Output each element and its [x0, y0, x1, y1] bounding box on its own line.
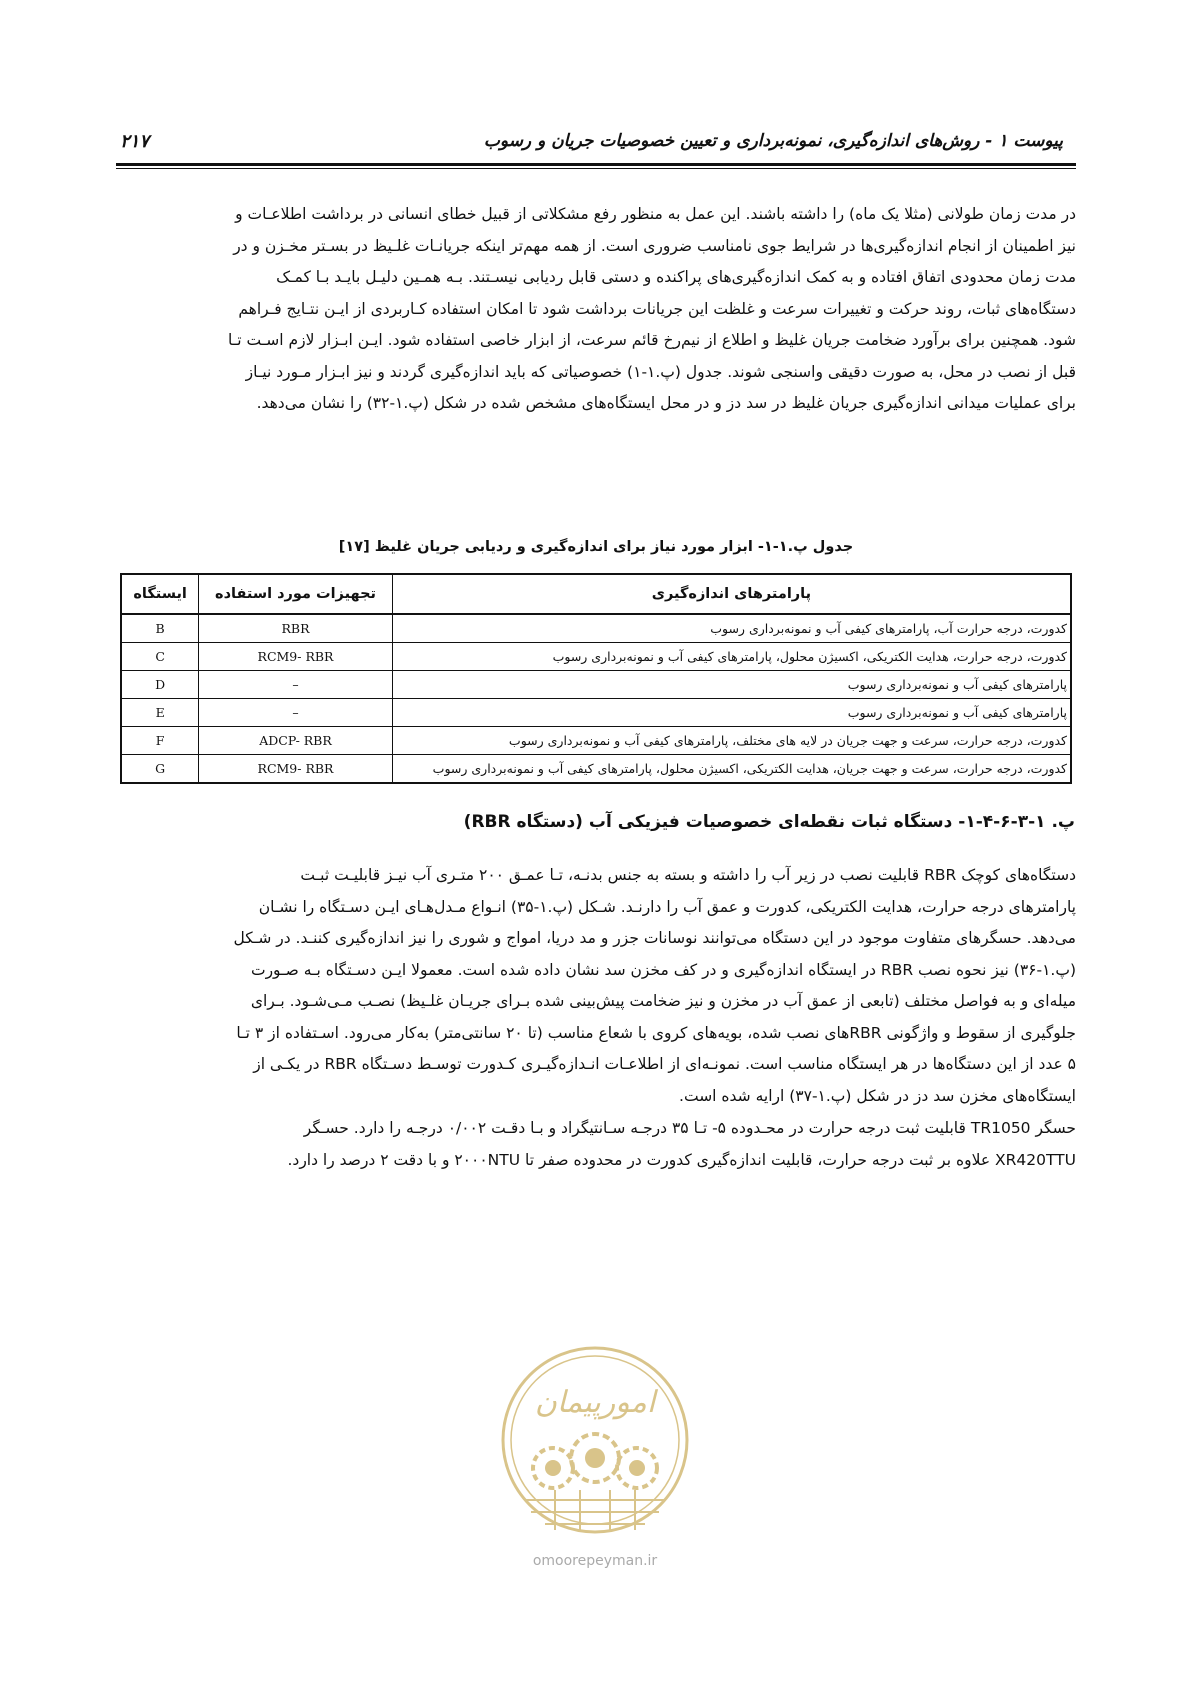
text-line: XR420TTU علاوه بر ثبت درجه حرارت، قابلیت اندازه‌گیری کدورت در محدوده صفر تا ۲۰۰۰NTU و با دقت ۲ درصد را دارد.: [287, 1150, 1076, 1169]
table-row: [121, 727, 1071, 755]
cell-params: پارامترهای کیفی آب و نمونه‌برداری رسوب: [392, 699, 1071, 727]
text-line: شود. همچنین برای برآورد ضخامت جریان غلیظ و اطلاع از نیم‌رخ قائم سرعت، از ابزار خاصی استفاده شود. ایـن ابـزار لازم اسـت تـا: [228, 331, 1076, 349]
text-line: پارامترهای درجه حرارت، هدایت الکتریکی، کدورت و عمق آب را دارنـد. شـکل (پ.۱-۳۵) انـواع مـدل‌هـای ایـن دسـتگاه را نشـان: [258, 897, 1076, 916]
cell-equipment: ADCP- RBR: [199, 727, 393, 755]
cell-params: کدورت، درجه حرارت آب، پارامترهای کیفی آب و نمونه‌برداری رسوب: [392, 614, 1071, 643]
table-row: [121, 614, 1071, 643]
cell-params: پارامترهای کیفی آب و نمونه‌برداری رسوب: [392, 671, 1071, 699]
text-line: جلوگیری از سقوط و واژگونی RBRهای نصب شده، بویه‌های کروی با شعاع مناسب (تا ۲۰ سانتی‌متر) به‌کار می‌رود. اسـتفاده از ۳ تـا: [236, 1023, 1076, 1042]
table-row: [121, 699, 1071, 727]
text-line: نیز اطمینان از انجام اندازه‌گیری‌ها در شرایط جوی نامناسب ضروری است. از همه مهم‌تر اینکه جریانـات غلـیظ در بسـتر مخـزن و در: [233, 236, 1076, 255]
text-line: (پ.۱-۳۶) نیز نحوه نصب RBR در ایستگاه اندازه‌گیری و در کف مخزن سد نشان داده شده است. معمولا ایـن دسـتگاه بـه صـورت: [250, 960, 1076, 979]
cell-station: E: [121, 699, 199, 727]
table-caption: جدول پ.۱-۱- ابزار مورد نیاز برای اندازه‌گیری و ردیابی جریان غلیظ [۱۷]: [338, 539, 854, 555]
paragraph-sensors: [116, 1113, 1076, 1176]
text-line: در مدت زمان طولانی (مثلا یک ماه) را داشته باشند. این عمل به منظور رفع مشکلاتی از قبیل خطای انسانی در برداشت اطلاعـات و: [235, 205, 1076, 223]
equipment-table: [120, 573, 1072, 784]
text-line: دستگاه‌های ثبات، روند حرکت و تغییرات سرعت و غلظت این جریانات برداشت شود تا امکان استفاده کـاربردی از ایـن نتـایج فـراهم: [238, 299, 1076, 318]
table-header-row: [121, 574, 1071, 614]
cell-station: F: [121, 727, 199, 755]
header-rule: [116, 163, 1076, 166]
cell-equipment: RCM9- RBR: [199, 755, 393, 784]
text-line: حسگر TR1050 قابلیت ثبت درجه حرارت در محـدوده ۵- تـا ۳۵ درجـه سـانتیگراد و بـا دقـت ۰/۰۰۲ درجـه را دارد. حسـگر: [303, 1119, 1076, 1137]
section-heading: پ. ۱-۳-۶-۴-۱- دستگاه ثبات نقطه‌ای خصوصیات فیزیکی آب (دستگاه RBR): [463, 812, 1075, 832]
cell-equipment: RBR: [199, 614, 393, 643]
watermark-site: omoorepeyman.ir: [532, 1553, 658, 1569]
table-row: [121, 671, 1071, 699]
watermark-logo-icon: [495, 1340, 695, 1548]
page-number: ۲۱۷: [120, 131, 150, 152]
text-line: ۵ عدد از این دستگاه‌ها در هر ایستگاه مناسب است. نمونـه‌ای از اطلاعـات انـدازه‌گیـری کـدورت توسـط دسـتگاه RBR در یکـی از: [253, 1055, 1076, 1073]
cell-equipment: RCM9- RBR: [199, 643, 393, 671]
text-line: ایستگاه‌های مخزن سد دز در شکل (پ.۱-۳۷) ارایه شده است.: [679, 1086, 1076, 1105]
running-header-title: پیوست ۱ - روش‌های اندازه‌گیری، نمونه‌برداری و تعیین خصوصیات جریان و رسوب: [483, 131, 1063, 151]
header-params: پارامترهای اندازه‌گیری: [392, 574, 1071, 614]
cell-station: C: [121, 643, 199, 671]
cell-station: G: [121, 755, 199, 784]
header-rule-thin: [116, 168, 1076, 169]
cell-station: B: [121, 614, 199, 643]
text-line: برای عملیات میدانی اندازه‌گیری جریان غلیظ در سد دز و در محل ایستگاه‌های مشخص شده در شکل (پ.۱-۳۲) را نشان می‌دهد.: [256, 394, 1076, 412]
table-row: [121, 643, 1071, 671]
cell-equipment: –: [199, 671, 393, 699]
text-line: قبل از نصب در محل، به صورت دقیقی واسنجی شوند. جدول (پ.۱-۱) خصوصیاتی که باید اندازه‌گیری گردند و نیز ابـزار مـورد نیـاز: [245, 362, 1076, 381]
text-line: میله‌ای و به فواصل مختلف (تابعی از عمق آب در مخزن و نیز ضخامت پیش‌بینی شده بـرای جریـان غلـیظ) نصـب مـی‌شـود. بـرای: [250, 992, 1076, 1010]
cell-equipment: –: [199, 699, 393, 727]
text-line: می‌دهد. حسگرهای متفاوت موجود در این دستگاه می‌توانند نوسانات جزر و مد دریا، امواج و شوری را نیز اندازه‌گیری کننـد. در شـکل: [233, 929, 1076, 947]
header-equipment: تجهیزات مورد استفاده: [199, 574, 393, 614]
text-line: مدت زمان محدودی اتفاق افتاده و به کمک اندازه‌گیری‌های پراکنده و دستی قابل ردیابی نیسـتند. بـه همـین دلیـل بایـد بـا کمـک: [276, 268, 1076, 286]
header-station: ایستگاه: [121, 574, 199, 614]
cell-params: کدورت، درجه حرارت، سرعت و جهت جریان، هدایت الکتریکی، اکسیژن محلول، پارامترهای کیفی آب و نمونه‌برداری رسوب: [392, 755, 1071, 784]
watermark-logo-text: امورپیمان: [534, 1385, 656, 1420]
paragraph-rbr: [116, 860, 1076, 1112]
text-line: دستگاه‌های کوچک RBR قابلیت نصب در زیر آب را داشته و بسته به جنس بدنـه، تـا عمـق ۲۰۰ متـری آب نیـز قابلیـت ثبـت: [300, 866, 1076, 884]
cell-params: کدورت، درجه حرارت، سرعت و جهت جریان در لایه های مختلف، پارامترهای کیفی آب و نمونه‌برداری رسوب: [392, 727, 1071, 755]
cell-params: کدورت، درجه حرارت، هدایت الکتریکی، اکسیژن محلول، پارامترهای کیفی آب و نمونه‌برداری رسوب: [392, 643, 1071, 671]
cell-station: D: [121, 671, 199, 699]
table-row: [121, 755, 1071, 784]
paragraph-intro: [116, 199, 1076, 420]
